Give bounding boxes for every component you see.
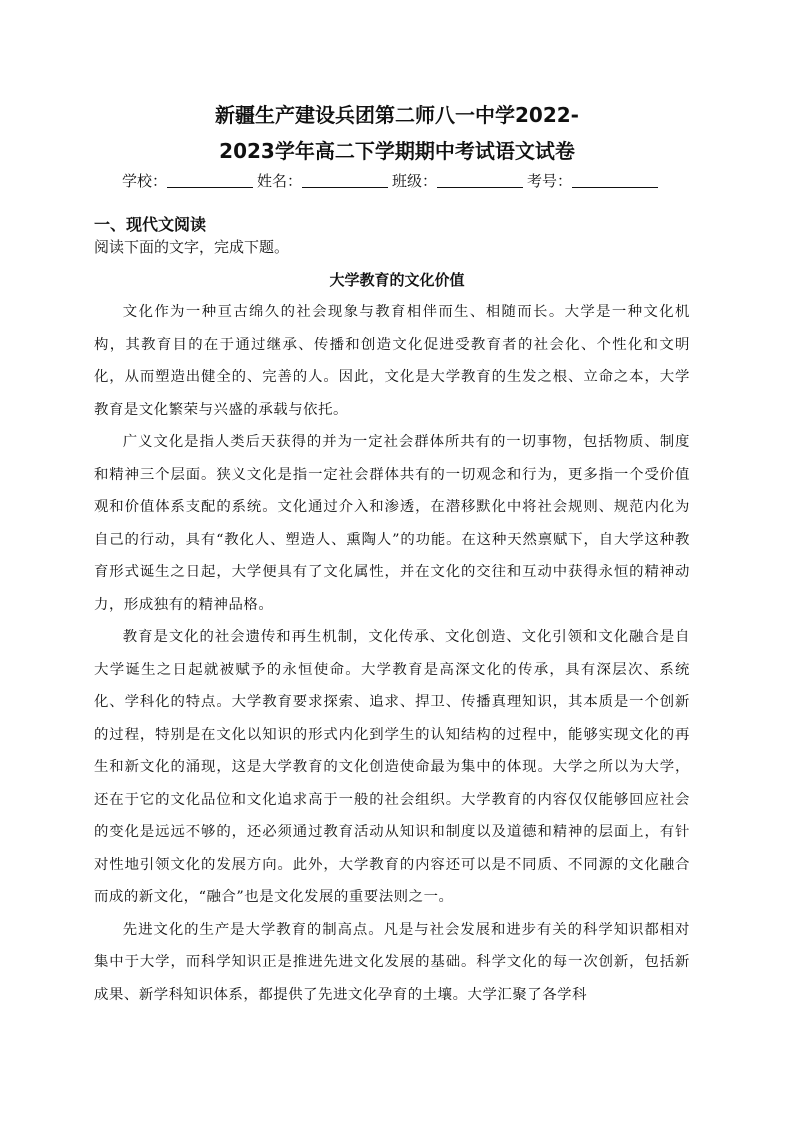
name-blank (302, 172, 388, 188)
article-paragraph: 文化作为一种亘古绵久的社会现象与教育相伴而生、相随而长。大学是一种文化机构，其教育目的在于通过继承、传播和创造文化促进受教育者的社会化、个性化和文明化，从而塑造出健全的、完善的人。因此，文化是大学教育的生发之根、立命之本，大学教育是文化繁荣与兴盛的承载与依托。 (94, 304, 690, 418)
name-label: 姓名： (257, 172, 303, 190)
class-blank (437, 172, 523, 188)
article-paragraph: 教育是文化的社会遗传和再生机制，文化传承、文化创造、文化引领和文化融合是自大学诞生之日起就被赋予的永恒使命。大学教育是高深文化的传承，具有深层次、系统化、学科化的特点。大学教育要求探索、追求、捍卫、传播真理知识，其本质是一个创新的过程，特别是在文化以知识的形式内化到学生的认知结构的过程中，能够实现文化的再生和新文化的涌现，这是大学教育的文化创造使命最为集中的体现。大学之所以为大学，还在于它的文化品位和文化追求高于一般的社会组织。大学教育的内容仅仅能够回应社会的变化是远远不够的，还必须通过教育活动从知识和制度以及道德和精神的层面上，有针对性地引领文化的发展方向。此外，大学教育的内容还可以是不同质、不同源的文化融合而成的新文化，“融合”也是文化发展的重要法则之一。 (94, 629, 690, 905)
exam-title-line-1: 新疆生产建设兵团第二师八一中学2022- (215, 103, 579, 127)
section-heading: 一、现代文阅读 (94, 215, 207, 234)
reading-instruction: 阅读下面的文字，完成下题。 (94, 238, 290, 256)
school-blank (167, 172, 253, 188)
school-label: 学校： (122, 172, 168, 190)
article-paragraph: 先进文化的生产是大学教育的制高点。凡是与社会发展和进步有关的科学知识都相对集中于大学，而科学知识正是推进先进文化发展的基础。科学文化的每一次创新，包括新成果、新学科知识体系，都提供了先进文化孕育的土壤。大学汇聚了各学科 (94, 921, 690, 1003)
exam-title-line-2: 2023学年高二下学期期中考试语文试卷 (219, 139, 575, 163)
student-info-line (122, 170, 682, 192)
article-title: 大学教育的文化价值 (329, 271, 465, 289)
article-body (94, 296, 690, 1011)
exam-number-label: 考号： (527, 172, 573, 190)
article-paragraph: 广义文化是指人类后天获得的并为一定社会群体所共有的一切事物，包括物质、制度和精神三个层面。狭义文化是指一定社会群体共有的一切观念和行为，更多指一个受价值观和价值体系支配的系统。文化通过介入和渗透，在潜移默化中将社会规则、规范内化为自己的行动，具有“教化人、塑造人、熏陶人”的功能。在这种天然禀赋下，自大学这种教育形式诞生之日起，大学便具有了文化属性，并在文化的交往和互动中获得永恒的精神动力，形成独有的精神品格。 (94, 434, 690, 613)
class-label: 班级： (392, 172, 438, 190)
exam-number-blank (572, 172, 658, 188)
